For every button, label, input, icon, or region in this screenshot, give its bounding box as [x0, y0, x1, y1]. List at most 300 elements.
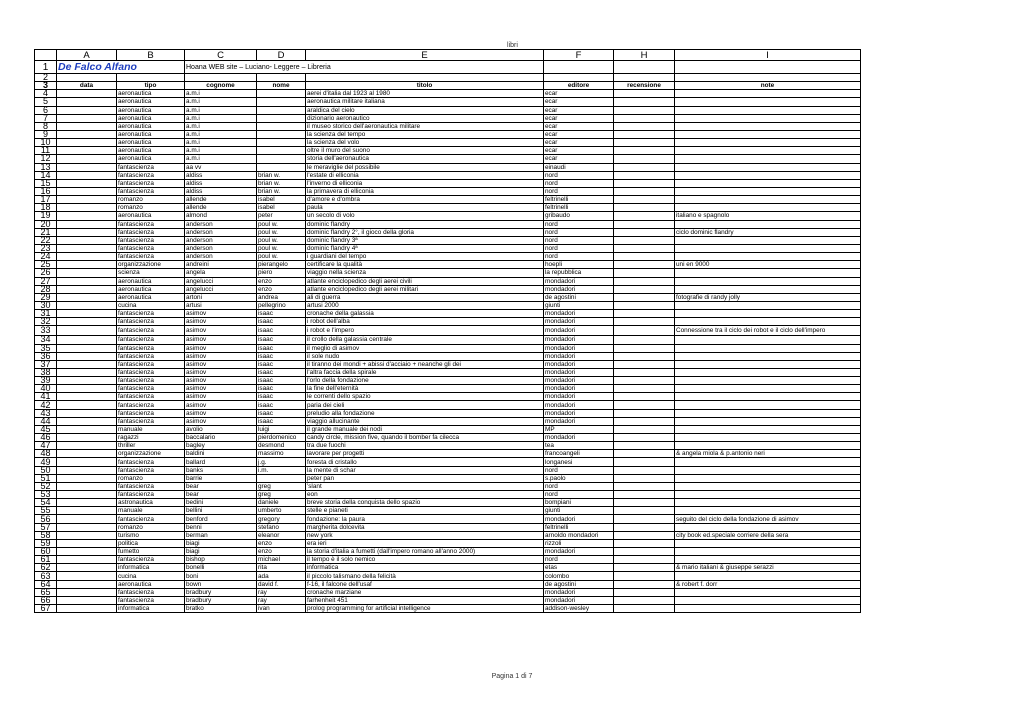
cell-cognome[interactable]: angelucci — [185, 277, 257, 285]
row-number[interactable]: 47 — [35, 442, 57, 450]
cell-nome[interactable] — [257, 147, 306, 155]
cell-editore[interactable]: francoangeli — [544, 450, 614, 458]
cell-nome[interactable]: isaac — [257, 318, 306, 326]
cell-note[interactable] — [675, 236, 861, 244]
cell-nome[interactable]: massimo — [257, 450, 306, 458]
cell-data[interactable] — [57, 605, 117, 613]
cell[interactable] — [117, 74, 185, 82]
cell-note[interactable] — [675, 417, 861, 425]
cell-recensione[interactable] — [614, 236, 675, 244]
cell-nome[interactable]: ray — [257, 588, 306, 596]
cell-titolo[interactable]: prolog programming for artificial intelligence — [306, 605, 544, 613]
cell-tipo[interactable]: fantascienza — [117, 377, 185, 385]
row-number[interactable]: 3 — [35, 82, 57, 90]
cell-recensione[interactable] — [614, 90, 675, 98]
row-number[interactable]: 58 — [35, 531, 57, 539]
cell-data[interactable] — [57, 580, 117, 588]
cell-nome[interactable] — [257, 90, 306, 98]
cell-recensione[interactable] — [614, 269, 675, 277]
cell-recensione[interactable] — [614, 385, 675, 393]
cell-titolo[interactable]: tra due fuochi — [306, 442, 544, 450]
header-titolo[interactable]: titolo — [306, 82, 544, 90]
cell-recensione[interactable] — [614, 220, 675, 228]
cell-nome[interactable]: david f. — [257, 580, 306, 588]
cell-nome[interactable]: isaac — [257, 336, 306, 344]
row-number[interactable]: 1 — [35, 61, 57, 74]
cell-nome[interactable]: eleanor — [257, 531, 306, 539]
cell-cognome[interactable]: asimov — [185, 385, 257, 393]
cell-titolo[interactable]: breve storia della conquista dello spazio — [306, 499, 544, 507]
cell-data[interactable] — [57, 269, 117, 277]
cell-titolo[interactable]: candy circle, mission five, quando il bomber fa cilecca — [306, 434, 544, 442]
cell-cognome[interactable]: biagi — [185, 539, 257, 547]
cell-recensione[interactable] — [614, 318, 675, 326]
cell-note[interactable] — [675, 539, 861, 547]
row-number[interactable]: 43 — [35, 409, 57, 417]
cell-note[interactable] — [675, 458, 861, 466]
cell-recensione[interactable] — [614, 531, 675, 539]
cell-cognome[interactable]: bagley — [185, 442, 257, 450]
cell-data[interactable] — [57, 139, 117, 147]
cell-recensione[interactable] — [614, 425, 675, 433]
cell-tipo[interactable]: ragazzi — [117, 434, 185, 442]
owner-name[interactable]: De Falco Alfano — [57, 61, 185, 74]
cell-note[interactable] — [675, 253, 861, 261]
cell-data[interactable] — [57, 409, 117, 417]
row-number[interactable]: 52 — [35, 482, 57, 490]
cell-nome[interactable] — [257, 130, 306, 138]
cell-data[interactable] — [57, 434, 117, 442]
cell-titolo[interactable]: peter pan — [306, 474, 544, 482]
cell-data[interactable] — [57, 450, 117, 458]
cell-editore[interactable]: ecar — [544, 139, 614, 147]
row-number[interactable]: 30 — [35, 301, 57, 309]
header-data[interactable]: data — [57, 82, 117, 90]
row-number[interactable]: 25 — [35, 261, 57, 269]
cell-titolo[interactable]: i robot dell'alba — [306, 318, 544, 326]
cell-data[interactable] — [57, 212, 117, 220]
cell-cognome[interactable]: banks — [185, 466, 257, 474]
cell-data[interactable] — [57, 244, 117, 252]
cell-note[interactable] — [675, 204, 861, 212]
row-number[interactable]: 44 — [35, 417, 57, 425]
cell-note[interactable]: & robert f. dorr — [675, 580, 861, 588]
row-number[interactable]: 66 — [35, 596, 57, 604]
cell-recensione[interactable] — [614, 196, 675, 204]
cell-note[interactable]: & angela miola & p.antonio neri — [675, 450, 861, 458]
cell-tipo[interactable]: fantascienza — [117, 491, 185, 499]
cell-editore[interactable]: mondadori — [544, 409, 614, 417]
cell-tipo[interactable]: aeronautica — [117, 147, 185, 155]
cell-nome[interactable] — [257, 474, 306, 482]
cell-tipo[interactable]: romanzo — [117, 523, 185, 531]
cell-note[interactable]: uni en 9000 — [675, 261, 861, 269]
cell-cognome[interactable]: asimov — [185, 368, 257, 376]
cell-nome[interactable]: isaac — [257, 385, 306, 393]
cell-cognome[interactable]: a.m.i — [185, 114, 257, 122]
cell-note[interactable] — [675, 139, 861, 147]
cell-tipo[interactable]: aeronautica — [117, 155, 185, 163]
row-number[interactable]: 21 — [35, 228, 57, 236]
cell-data[interactable] — [57, 261, 117, 269]
header-recensione[interactable]: recensione — [614, 82, 675, 90]
cell-note[interactable] — [675, 434, 861, 442]
cell-editore[interactable]: etas — [544, 564, 614, 572]
column-letter[interactable]: F — [544, 50, 614, 61]
cell-recensione[interactable] — [614, 139, 675, 147]
cell-tipo[interactable]: fantascienza — [117, 417, 185, 425]
cell-cognome[interactable]: a.m.i — [185, 155, 257, 163]
cell-editore[interactable]: nord — [544, 187, 614, 195]
cell-cognome[interactable]: aldiss — [185, 187, 257, 195]
cell-editore[interactable]: nord — [544, 491, 614, 499]
cell-nome[interactable]: ivan — [257, 605, 306, 613]
cell-editore[interactable]: ecar — [544, 122, 614, 130]
cell-titolo[interactable]: il crollo della galassia centrale — [306, 336, 544, 344]
cell-titolo[interactable]: storia dell'aeronautica — [306, 155, 544, 163]
cell-nome[interactable]: poul w. — [257, 228, 306, 236]
cell-editore[interactable]: giunti — [544, 301, 614, 309]
cell-nome[interactable] — [257, 114, 306, 122]
cell-tipo[interactable]: informatica — [117, 605, 185, 613]
cell-cognome[interactable]: asimov — [185, 352, 257, 360]
cell-recensione[interactable] — [614, 212, 675, 220]
cell-data[interactable] — [57, 531, 117, 539]
cell-cognome[interactable]: anderson — [185, 228, 257, 236]
row-number[interactable]: 22 — [35, 236, 57, 244]
cell-note[interactable] — [675, 301, 861, 309]
cell-titolo[interactable]: i robot e l'impero — [306, 326, 544, 336]
cell-data[interactable] — [57, 114, 117, 122]
cell-nome[interactable] — [257, 155, 306, 163]
cell-recensione[interactable] — [614, 572, 675, 580]
cell-cognome[interactable]: bonelli — [185, 564, 257, 572]
cell-editore[interactable]: ecar — [544, 130, 614, 138]
row-number[interactable]: 13 — [35, 163, 57, 171]
cell-recensione[interactable] — [614, 368, 675, 376]
cell-cognome[interactable]: bedini — [185, 499, 257, 507]
cell-tipo[interactable]: fantascienza — [117, 458, 185, 466]
cell-nome[interactable]: andrea — [257, 293, 306, 301]
cell-editore[interactable]: bompiani — [544, 499, 614, 507]
cell-nome[interactable]: umberto — [257, 507, 306, 515]
cell-data[interactable] — [57, 155, 117, 163]
row-number[interactable]: 2 — [35, 74, 57, 82]
cell-data[interactable] — [57, 564, 117, 572]
cell-editore[interactable]: nord — [544, 236, 614, 244]
row-number[interactable]: 26 — [35, 269, 57, 277]
cell-editore[interactable]: nord — [544, 228, 614, 236]
cell-titolo[interactable]: il tiranno dei mondi + abissi d'acciaio + neanche gli dei — [306, 360, 544, 368]
cell-recensione[interactable] — [614, 228, 675, 236]
cell-nome[interactable]: poul w. — [257, 220, 306, 228]
cell-cognome[interactable]: asimov — [185, 393, 257, 401]
cell-cognome[interactable]: boni — [185, 572, 257, 580]
row-number[interactable]: 41 — [35, 393, 57, 401]
cell-tipo[interactable]: fantascienza — [117, 556, 185, 564]
cell-editore[interactable]: de agostini — [544, 293, 614, 301]
row-number[interactable]: 31 — [35, 310, 57, 318]
cell-tipo[interactable]: fantascienza — [117, 326, 185, 336]
row-number[interactable]: 20 — [35, 220, 57, 228]
cell-tipo[interactable]: manuale — [117, 425, 185, 433]
cell-data[interactable] — [57, 187, 117, 195]
cell-titolo[interactable]: paria dei cieli — [306, 401, 544, 409]
cell-editore[interactable]: nord — [544, 179, 614, 187]
cell-recensione[interactable] — [614, 204, 675, 212]
cell-note[interactable] — [675, 393, 861, 401]
cell-data[interactable] — [57, 385, 117, 393]
cell-recensione[interactable] — [614, 326, 675, 336]
cell-tipo[interactable]: fantascienza — [117, 187, 185, 195]
cell-editore[interactable]: mondadori — [544, 326, 614, 336]
row-number[interactable]: 46 — [35, 434, 57, 442]
cell-cognome[interactable]: asimov — [185, 336, 257, 344]
cell-note[interactable]: Connessione tra il ciclo dei robot e il ciclo dell'impero — [675, 326, 861, 336]
cell-titolo[interactable]: aeronautica militare italiana — [306, 98, 544, 106]
row-number[interactable]: 51 — [35, 474, 57, 482]
cell-data[interactable] — [57, 253, 117, 261]
row-number[interactable]: 57 — [35, 523, 57, 531]
cell-cognome[interactable]: avolio — [185, 425, 257, 433]
cell-data[interactable] — [57, 318, 117, 326]
cell-titolo[interactable]: il tempo è il solo nemico — [306, 556, 544, 564]
cell-titolo[interactable]: eon — [306, 491, 544, 499]
cell-titolo[interactable]: la mente di schar — [306, 466, 544, 474]
cell-editore[interactable]: mondadori — [544, 318, 614, 326]
cell-data[interactable] — [57, 220, 117, 228]
cell-cognome[interactable]: bratko — [185, 605, 257, 613]
cell-recensione[interactable] — [614, 352, 675, 360]
cell-nome[interactable] — [257, 98, 306, 106]
cell-nome[interactable]: isaac — [257, 310, 306, 318]
cell-cognome[interactable]: berman — [185, 531, 257, 539]
cell-recensione[interactable] — [614, 393, 675, 401]
cell-recensione[interactable] — [614, 491, 675, 499]
cell-recensione[interactable] — [614, 401, 675, 409]
cell-tipo[interactable]: aeronautica — [117, 139, 185, 147]
cell-nome[interactable]: stefano — [257, 523, 306, 531]
cell-cognome[interactable]: a.m.i — [185, 90, 257, 98]
cell-nome[interactable] — [257, 139, 306, 147]
cell-cognome[interactable]: asimov — [185, 417, 257, 425]
row-number[interactable]: 37 — [35, 360, 57, 368]
cell-nome[interactable]: peter — [257, 212, 306, 220]
cell-titolo[interactable]: la primavera di elliconia — [306, 187, 544, 195]
cell-cognome[interactable]: anderson — [185, 253, 257, 261]
row-number[interactable]: 34 — [35, 336, 57, 344]
cell-recensione[interactable] — [614, 434, 675, 442]
cell-recensione[interactable] — [614, 482, 675, 490]
cell-data[interactable] — [57, 499, 117, 507]
cell-data[interactable] — [57, 556, 117, 564]
cell-tipo[interactable]: organizzazione — [117, 450, 185, 458]
cell-nome[interactable]: ada — [257, 572, 306, 580]
row-number[interactable]: 27 — [35, 277, 57, 285]
cell-titolo[interactable]: la scienza del tempo — [306, 130, 544, 138]
cell-note[interactable] — [675, 377, 861, 385]
row-number[interactable]: 8 — [35, 122, 57, 130]
cell-note[interactable] — [675, 596, 861, 604]
cell-note[interactable] — [675, 277, 861, 285]
row-number[interactable]: 55 — [35, 507, 57, 515]
cell-note[interactable] — [675, 244, 861, 252]
cell-note[interactable] — [675, 499, 861, 507]
cell-cognome[interactable]: bellini — [185, 507, 257, 515]
cell-note[interactable] — [675, 147, 861, 155]
cell-tipo[interactable]: turismo — [117, 531, 185, 539]
cell-nome[interactable]: isaac — [257, 401, 306, 409]
cell-tipo[interactable]: fantascienza — [117, 368, 185, 376]
cell-data[interactable] — [57, 130, 117, 138]
cell-recensione[interactable] — [614, 523, 675, 531]
row-number[interactable]: 38 — [35, 368, 57, 376]
cell-tipo[interactable]: fantascienza — [117, 360, 185, 368]
cell-recensione[interactable] — [614, 596, 675, 604]
cell-titolo[interactable]: atlante enciclopedico degli aerei militari — [306, 285, 544, 293]
cell-note[interactable] — [675, 318, 861, 326]
cell-nome[interactable]: desmond — [257, 442, 306, 450]
cell-editore[interactable]: mondadori — [544, 385, 614, 393]
cell-recensione[interactable] — [614, 556, 675, 564]
cell-cognome[interactable]: asimov — [185, 344, 257, 352]
cell-cognome[interactable]: baldini — [185, 450, 257, 458]
cell-cognome[interactable]: aa vv — [185, 163, 257, 171]
cell-recensione[interactable] — [614, 336, 675, 344]
row-number[interactable]: 60 — [35, 548, 57, 556]
cell-titolo[interactable]: preludio alla fondazione — [306, 409, 544, 417]
cell-titolo[interactable]: viaggio allucinante — [306, 417, 544, 425]
cell-data[interactable] — [57, 285, 117, 293]
cell-nome[interactable]: isaac — [257, 326, 306, 336]
cell-nome[interactable]: isaac — [257, 344, 306, 352]
row-number[interactable]: 42 — [35, 401, 57, 409]
cell-recensione[interactable] — [614, 377, 675, 385]
cell-recensione[interactable] — [614, 580, 675, 588]
row-number[interactable]: 29 — [35, 293, 57, 301]
cell-note[interactable] — [675, 220, 861, 228]
cell-editore[interactable]: gribaudo — [544, 212, 614, 220]
cell-titolo[interactable]: artusi 2000 — [306, 301, 544, 309]
cell-tipo[interactable]: cucina — [117, 301, 185, 309]
cell-data[interactable] — [57, 523, 117, 531]
cell-tipo[interactable]: aeronautica — [117, 277, 185, 285]
cell-note[interactable] — [675, 466, 861, 474]
cell-recensione[interactable] — [614, 588, 675, 596]
cell-cognome[interactable]: angela — [185, 269, 257, 277]
cell-tipo[interactable]: fantascienza — [117, 179, 185, 187]
cell-data[interactable] — [57, 106, 117, 114]
cell-titolo[interactable]: i guardiani del tempo — [306, 253, 544, 261]
row-number[interactable]: 15 — [35, 179, 57, 187]
cell-note[interactable] — [675, 548, 861, 556]
cell-titolo[interactable]: fondazione: la paura — [306, 515, 544, 523]
cell-titolo[interactable]: le meraviglie del possibile — [306, 163, 544, 171]
cell-note[interactable] — [675, 336, 861, 344]
cell-tipo[interactable]: aeronautica — [117, 285, 185, 293]
publisher-line[interactable]: Hoana WEB site – Luciano- Leggere – Libreria — [185, 61, 544, 74]
cell-nome[interactable]: greg — [257, 491, 306, 499]
cell-tipo[interactable]: fantascienza — [117, 466, 185, 474]
cell-nome[interactable]: isaac — [257, 360, 306, 368]
cell-tipo[interactable]: fantascienza — [117, 393, 185, 401]
cell-tipo[interactable]: manuale — [117, 507, 185, 515]
cell-note[interactable]: city book ed.speciale corriere della sera — [675, 531, 861, 539]
cell-editore[interactable]: mondadori — [544, 393, 614, 401]
cell-tipo[interactable]: aeronautica — [117, 106, 185, 114]
column-letter[interactable]: B — [117, 50, 185, 61]
cell-titolo[interactable]: certificare la qualità — [306, 261, 544, 269]
cell-tipo[interactable]: fantascienza — [117, 253, 185, 261]
row-number[interactable]: 61 — [35, 556, 57, 564]
cell-tipo[interactable]: fantascienza — [117, 596, 185, 604]
cell-tipo[interactable]: aeronautica — [117, 130, 185, 138]
cell-nome[interactable]: isaac — [257, 409, 306, 417]
cell-tipo[interactable]: fantascienza — [117, 236, 185, 244]
cell-note[interactable] — [675, 482, 861, 490]
cell-note[interactable] — [675, 572, 861, 580]
cell[interactable] — [614, 61, 675, 74]
cell-note[interactable] — [675, 360, 861, 368]
cell-nome[interactable]: ray — [257, 596, 306, 604]
cell-cognome[interactable]: benford — [185, 515, 257, 523]
cell-titolo[interactable]: margherita dolcevita — [306, 523, 544, 531]
cell-editore[interactable]: nord — [544, 466, 614, 474]
cell-recensione[interactable] — [614, 163, 675, 171]
row-number[interactable]: 64 — [35, 580, 57, 588]
cell-titolo[interactable]: viaggio nella scienza — [306, 269, 544, 277]
row-number[interactable]: 17 — [35, 196, 57, 204]
cell-recensione[interactable] — [614, 244, 675, 252]
cell-recensione[interactable] — [614, 114, 675, 122]
column-letter[interactable]: A — [57, 50, 117, 61]
row-number[interactable]: 56 — [35, 515, 57, 523]
cell-titolo[interactable]: l'orlo della fondazione — [306, 377, 544, 385]
cell-nome[interactable] — [257, 163, 306, 171]
cell-nome[interactable]: i.m. — [257, 466, 306, 474]
row-number[interactable]: 36 — [35, 352, 57, 360]
cell-editore[interactable]: mondadori — [544, 352, 614, 360]
cell-note[interactable] — [675, 179, 861, 187]
cell-nome[interactable]: poul w. — [257, 253, 306, 261]
cell-recensione[interactable] — [614, 285, 675, 293]
cell[interactable] — [57, 74, 117, 82]
cell-recensione[interactable] — [614, 458, 675, 466]
cell-note[interactable] — [675, 588, 861, 596]
cell-recensione[interactable] — [614, 293, 675, 301]
cell-data[interactable] — [57, 236, 117, 244]
cell-nome[interactable]: isaac — [257, 417, 306, 425]
cell-tipo[interactable]: astronautica — [117, 499, 185, 507]
cell-recensione[interactable] — [614, 360, 675, 368]
cell-note[interactable]: seguito del ciclo della fondazione di asimov — [675, 515, 861, 523]
cell-nome[interactable]: pierangelo — [257, 261, 306, 269]
cell-data[interactable] — [57, 293, 117, 301]
cell-nome[interactable]: rita — [257, 564, 306, 572]
cell-tipo[interactable]: fantascienza — [117, 318, 185, 326]
cell-data[interactable] — [57, 491, 117, 499]
cell-note[interactable] — [675, 425, 861, 433]
row-number[interactable]: 10 — [35, 139, 57, 147]
cell-editore[interactable]: giunti — [544, 507, 614, 515]
cell-editore[interactable]: longanesi — [544, 458, 614, 466]
row-number[interactable]: 40 — [35, 385, 57, 393]
cell-tipo[interactable]: fantascienza — [117, 401, 185, 409]
cell[interactable] — [185, 74, 257, 82]
cell[interactable] — [257, 74, 306, 82]
cell-cognome[interactable]: artoni — [185, 293, 257, 301]
row-number[interactable]: 65 — [35, 588, 57, 596]
